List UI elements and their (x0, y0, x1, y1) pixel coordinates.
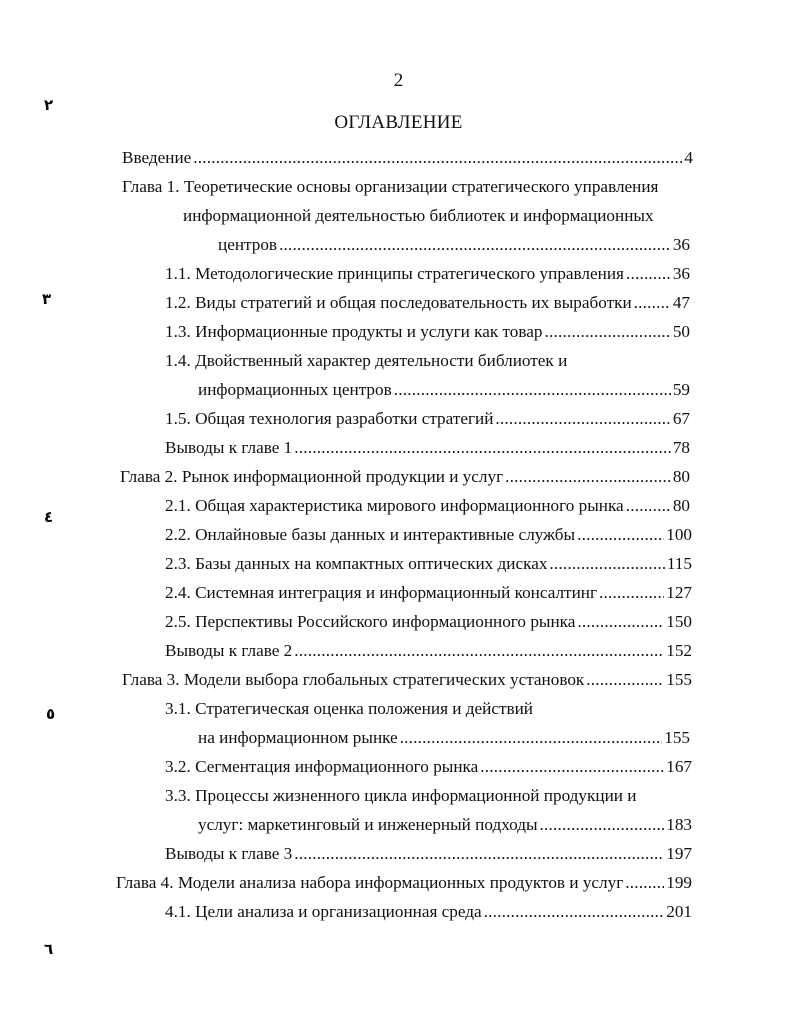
toc-entry-page: 78 (672, 438, 690, 457)
dot-leader (294, 842, 664, 866)
toc-conclusions-3[interactable] (165, 842, 692, 866)
toc-entry-title: 1.4. Двойственный характер деятельности библиотек и (165, 351, 568, 370)
toc-entry-page: 115 (666, 554, 692, 573)
dot-leader (484, 900, 665, 924)
toc-entry-page: 80 (672, 496, 690, 515)
toc-section-1-4-line-2[interactable] (198, 378, 690, 402)
toc-conclusions-2[interactable] (165, 639, 692, 663)
dot-leader (495, 407, 670, 431)
dot-leader (279, 233, 671, 257)
dot-leader (586, 668, 664, 692)
dot-leader (400, 726, 663, 750)
toc-entry-title: центров (218, 235, 278, 254)
margin-mark: ٣ (42, 290, 52, 308)
toc-conclusions-1[interactable] (165, 436, 690, 460)
toc-entry-title: 2.2. Онлайновые базы данных и интерактивные службы (165, 525, 576, 544)
toc-entry-title: 2.1. Общая характеристика мирового информационного рынка (165, 496, 624, 515)
toc-entry-page: 197 (666, 844, 692, 863)
toc-entry-title: Глава 2. Рынок информационной продукции и услуг (120, 467, 504, 486)
toc-entry-page: 150 (666, 612, 692, 631)
dot-leader (549, 552, 664, 576)
toc-section-3-1-line-2[interactable] (198, 726, 690, 750)
toc-entry-title: 3.2. Сегментация информационного рынка (165, 757, 479, 776)
toc-chapter-3[interactable] (122, 668, 692, 692)
toc-entry-title: 2.3. Базы данных на компактных оптических дисках (165, 554, 548, 573)
toc-section-1-1[interactable] (165, 262, 690, 286)
toc-entry-page: 47 (672, 293, 690, 312)
toc-entry-page: 183 (666, 815, 692, 834)
toc-entry-page: 36 (672, 235, 690, 254)
toc-entry-title: Введение (122, 148, 192, 167)
margin-mark: ٢ (44, 96, 54, 114)
toc-entry-page: 152 (666, 641, 692, 660)
dot-leader (193, 146, 682, 170)
toc-entry-title: 1.3. Информационные продукты и услуги как товар (165, 322, 543, 341)
toc-entry-title: 2.5. Перспективы Российского информационного рынка (165, 612, 576, 631)
toc-entry-page: 36 (672, 264, 690, 283)
toc-entry-title: 3.3. Процессы жизненного цикла информационной продукции и (165, 786, 637, 805)
toc-entry-page: 167 (666, 757, 692, 776)
toc-section-2-2[interactable] (165, 523, 692, 547)
toc-entry-page: 155 (664, 728, 690, 747)
toc-entry-page: 201 (666, 902, 692, 921)
toc-entry-title: Глава 1. Теоретические основы организации стратегического управления (122, 177, 659, 196)
toc-entry-title: Выводы к главе 3 (165, 844, 293, 863)
toc-entry-page: 199 (666, 873, 692, 892)
toc-entry-page: 59 (672, 380, 690, 399)
toc-chapter-4[interactable] (116, 871, 692, 895)
toc-entry-page: 127 (666, 583, 692, 602)
toc-entry-page: 4 (684, 148, 693, 167)
dot-leader (480, 755, 664, 779)
toc-chapter-1-line-1[interactable] (122, 175, 658, 199)
dot-leader (599, 581, 664, 605)
margin-mark: ٤ (44, 508, 54, 526)
toc-entry-page: 50 (672, 322, 690, 341)
dot-leader (294, 639, 664, 663)
page-number: 2 (393, 70, 404, 91)
toc-entry-title: Глава 4. Модели анализа набора информационных продуктов и услуг (116, 873, 624, 892)
dot-leader (294, 436, 671, 460)
dot-leader (634, 291, 671, 315)
margin-mark: ٥ (46, 705, 56, 723)
toc-entry-page: 155 (666, 670, 692, 689)
toc-chapter-2[interactable] (120, 465, 690, 489)
dot-leader (577, 523, 664, 547)
toc-entry-page: 80 (672, 467, 690, 486)
toc-section-2-5[interactable] (165, 610, 692, 634)
toc-entry-title: услуг: маркетинговый и инженерный подходы (198, 815, 538, 834)
toc-entry-title: 1.2. Виды стратегий и общая последовательность их выработки (165, 293, 632, 312)
toc-entry-title: 2.4. Системная интеграция и информационный консалтинг (165, 583, 598, 602)
toc-entry-title: Выводы к главе 1 (165, 438, 293, 457)
toc-entry-title: информационных центров (198, 380, 392, 399)
toc-entry-title: 4.1. Цели анализа и организационная среда (165, 902, 482, 921)
toc-entry-title: 3.1. Стратегическая оценка положения и действий (165, 699, 533, 718)
toc-chapter-1-line-2[interactable] (183, 204, 654, 228)
dot-leader (545, 320, 671, 344)
toc-heading: ОГЛАВЛЕНИЕ (334, 112, 463, 133)
toc-section-2-3[interactable] (165, 552, 692, 576)
toc-section-1-2[interactable] (165, 291, 690, 315)
toc-section-1-5[interactable] (165, 407, 690, 431)
dot-leader (625, 871, 664, 895)
toc-section-3-3-line-2[interactable] (198, 813, 692, 837)
dot-leader (540, 813, 665, 837)
toc-section-1-4-line-1[interactable] (165, 349, 567, 373)
toc-entry-title: 1.5. Общая технология разработки стратегий (165, 409, 494, 428)
toc-entry-title: Глава 3. Модели выбора глобальных стратегических установок (122, 670, 585, 689)
toc-section-1-3[interactable] (165, 320, 690, 344)
toc-entry-title: информационной деятельностью библиотек и информационных (183, 206, 654, 225)
toc-section-2-4[interactable] (165, 581, 692, 605)
toc-section-3-3-line-1[interactable] (165, 784, 636, 808)
toc-section-3-2[interactable] (165, 755, 692, 779)
toc-entry-intro[interactable] (122, 146, 693, 170)
toc-entry-title: на информационном рынке (198, 728, 398, 747)
toc-entry-page: 100 (666, 525, 692, 544)
toc-chapter-1-line-3[interactable] (218, 233, 690, 257)
dot-leader (505, 465, 671, 489)
dot-leader (394, 378, 671, 402)
toc-section-4-1[interactable] (165, 900, 692, 924)
toc-entry-title: Выводы к главе 2 (165, 641, 293, 660)
dot-leader (626, 262, 671, 286)
dot-leader (577, 610, 664, 634)
dot-leader (626, 494, 671, 518)
toc-section-3-1-line-1[interactable] (165, 697, 533, 721)
toc-section-2-1[interactable] (165, 494, 690, 518)
toc-entry-page: 67 (672, 409, 690, 428)
margin-mark: ٦ (44, 940, 54, 958)
toc-entry-title: 1.1. Методологические принципы стратегического управления (165, 264, 624, 283)
